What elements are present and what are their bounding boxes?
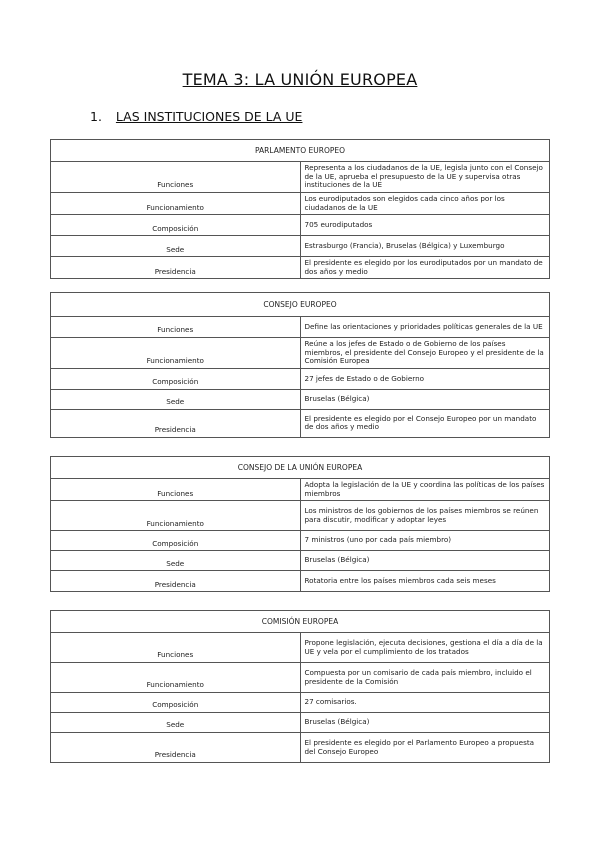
row-value: Los eurodiputados son elegidos cada cinco años por los ciudadanos de la UE <box>300 192 550 214</box>
section-heading <box>90 109 302 124</box>
row-value: Representa a los ciudadanos de la UE, legisla junto con el Consejo de la UE, aprueba el presupuesto de la UE y supervisa otras instituciones de la UE <box>300 162 550 193</box>
table-consejo-union-europea <box>50 456 550 592</box>
row-label: Presidencia <box>51 571 301 592</box>
row-label: Funcionamiento <box>51 663 301 693</box>
row-label: Funciones <box>51 633 301 663</box>
row-label: Funcionamiento <box>51 338 301 369</box>
row-label: Composición <box>51 531 301 551</box>
table-header: CONSEJO EUROPEO <box>51 293 550 317</box>
row-value: Bruselas (Bélgica) <box>300 551 550 571</box>
table-header: PARLAMENTO EUROPEO <box>51 140 550 162</box>
row-value: El presidente es elegido por el Consejo Europeo por un mandato de dos años y medio <box>300 409 550 437</box>
table-parlamento-europeo <box>50 139 550 279</box>
row-label: Sede <box>51 713 301 733</box>
row-label: Sede <box>51 236 301 257</box>
row-value: Estrasburgo (Francia), Bruselas (Bélgica) y Luxemburgo <box>300 236 550 257</box>
row-label: Presidencia <box>51 733 301 763</box>
row-value: 7 ministros (uno por cada país miembro) <box>300 531 550 551</box>
row-value: Compuesta por un comisario de cada país miembro, incluido el presidente de la Comisión <box>300 663 550 693</box>
page-title: TEMA 3: LA UNIÓN EUROPEA <box>182 70 418 89</box>
row-value: 27 comisarios. <box>300 693 550 713</box>
section-number: 1. <box>90 109 102 124</box>
row-label: Funcionamiento <box>51 501 301 531</box>
row-label: Funciones <box>51 479 301 501</box>
row-value: El presidente es elegido por los eurodiputados por un mandato de dos años y medio <box>300 257 550 279</box>
row-value: Bruselas (Bélgica) <box>300 713 550 733</box>
row-value: Bruselas (Bélgica) <box>300 389 550 409</box>
table-comision-europea <box>50 610 550 763</box>
table-header: CONSEJO DE LA UNIÓN EUROPEA <box>51 457 550 479</box>
row-label: Funciones <box>51 317 301 338</box>
row-label: Composición <box>51 693 301 713</box>
row-value: Define las orientaciones y prioridades políticas generales de la UE <box>300 317 550 338</box>
row-label: Composición <box>51 368 301 389</box>
row-value: El presidente es elegido por el Parlamento Europeo a propuesta del Consejo Europeo <box>300 733 550 763</box>
row-value: Los ministros de los gobiernos de los países miembros se reúnen para discutir, modificar y adoptar leyes <box>300 501 550 531</box>
row-value: Reúne a los jefes de Estado o de Gobierno de los países miembros, el presidente del Consejo Europeo y el presidente de la Comisión Europea <box>300 338 550 369</box>
row-label: Presidencia <box>51 257 301 279</box>
row-label: Funcionamiento <box>51 192 301 214</box>
row-label: Sede <box>51 551 301 571</box>
row-value: Adopta la legislación de la UE y coordina las políticas de los países miembros <box>300 479 550 501</box>
row-label: Presidencia <box>51 409 301 437</box>
table-consejo-europeo <box>50 292 550 438</box>
row-label: Composición <box>51 215 301 236</box>
row-value: 705 eurodiputados <box>300 215 550 236</box>
table-header: COMISIÓN EUROPEA <box>51 611 550 633</box>
row-value: 27 jefes de Estado o de Gobierno <box>300 368 550 389</box>
row-value: Propone legislación, ejecuta decisiones, gestiona el día a día de la UE y vela por el cumplimiento de los tratados <box>300 633 550 663</box>
row-label: Funciones <box>51 162 301 193</box>
row-value: Rotatoria entre los países miembros cada seis meses <box>300 571 550 592</box>
row-label: Sede <box>51 389 301 409</box>
section-text: LAS INSTITUCIONES DE LA UE <box>115 109 303 124</box>
